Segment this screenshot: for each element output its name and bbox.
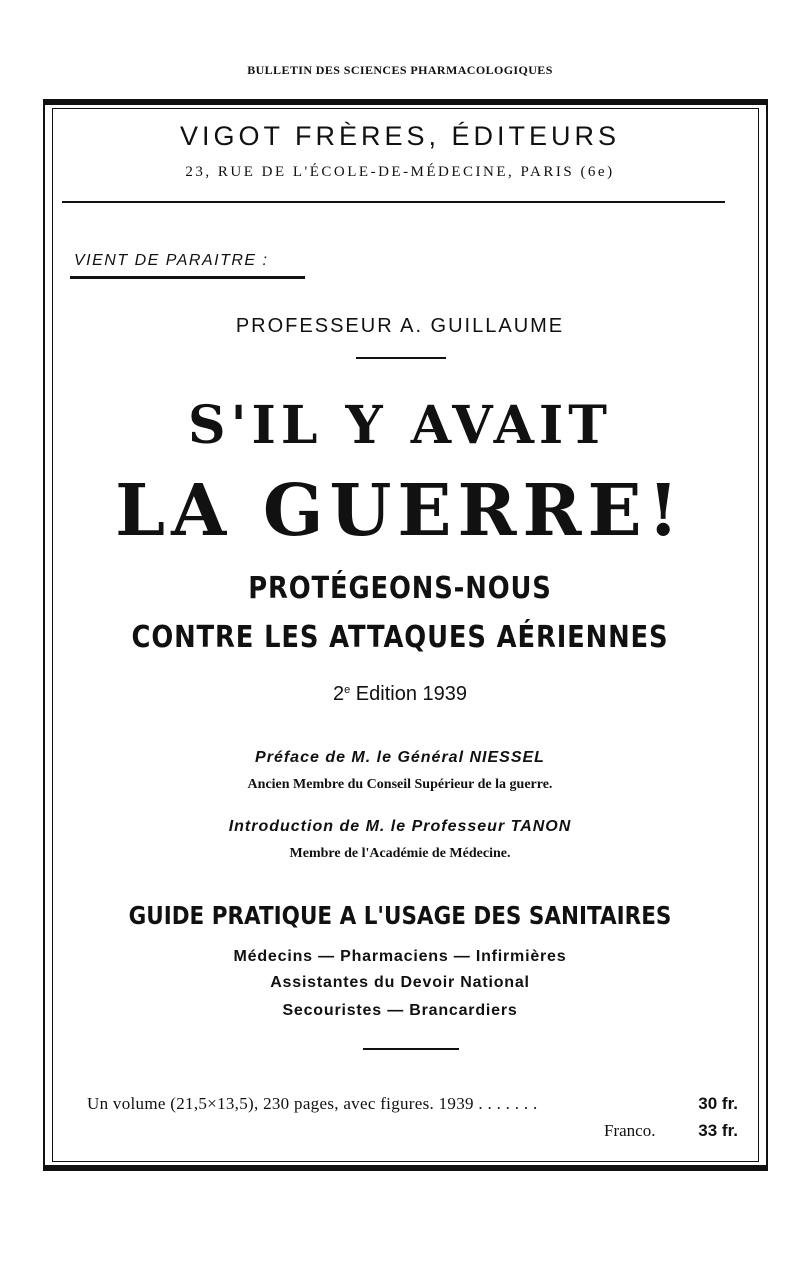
publisher-name: VIGOT FRÈRES, ÉDITEURS xyxy=(179,121,621,151)
guide-audience-line-3: Secouristes — Brancardiers xyxy=(282,1002,518,1019)
guide-audience-line-2: Assistantes du Devoir National xyxy=(270,974,530,991)
author-rule xyxy=(356,357,446,359)
subtitle-line-1: PROTÉGEONS-NOUS xyxy=(248,571,552,606)
introduction-detail: Membre de l'Académie de Médecine. xyxy=(289,846,511,861)
franco-label: Franco. xyxy=(604,1121,656,1140)
subtitle-line-2: CONTRE LES ATTAQUES AÉRIENNES xyxy=(131,620,669,655)
announcement: VIENT DE PARAITRE : xyxy=(74,252,269,269)
guide-audience-line-1: Médecins — Pharmaciens — Infirmières xyxy=(233,948,567,965)
footer-rule xyxy=(363,1048,459,1050)
edition-line xyxy=(0,683,800,706)
guide-title: GUIDE PRATIQUE A L'USAGE DES SANITAIRES xyxy=(128,901,672,930)
author-name: PROFESSEUR A. GUILLAUME xyxy=(235,315,565,337)
publisher-address: 23, RUE DE L'ÉCOLE-DE-MÉDECINE, PARIS (6e) xyxy=(185,164,615,180)
franco-price: 33 fr. xyxy=(698,1121,738,1140)
preface-detail: Ancien Membre du Conseil Supérieur de la guerre. xyxy=(247,777,553,792)
edition-text: Edition 1939 xyxy=(355,683,467,705)
preface-heading: Préface de M. le Général NIESSEL xyxy=(255,749,545,766)
introduction-heading: Introduction de M. le Professeur TANON xyxy=(228,818,572,835)
running-head: BULLETIN DES SCIENCES PHARMACOLOGIQUES xyxy=(247,63,553,77)
title-line-1: S'IL Y AVAIT xyxy=(188,395,612,456)
volume-price: 30 fr. xyxy=(698,1094,738,1113)
header-rule xyxy=(62,201,725,203)
announcement-underline xyxy=(70,276,305,279)
title-line-2: LA GUERRE! xyxy=(115,468,685,552)
edition-superscript: e xyxy=(344,684,351,696)
edition-number: 2 xyxy=(332,683,345,705)
volume-description: Un volume (21,5×13,5), 230 pages, avec figures. 1939 . . . . . . . xyxy=(87,1094,538,1113)
